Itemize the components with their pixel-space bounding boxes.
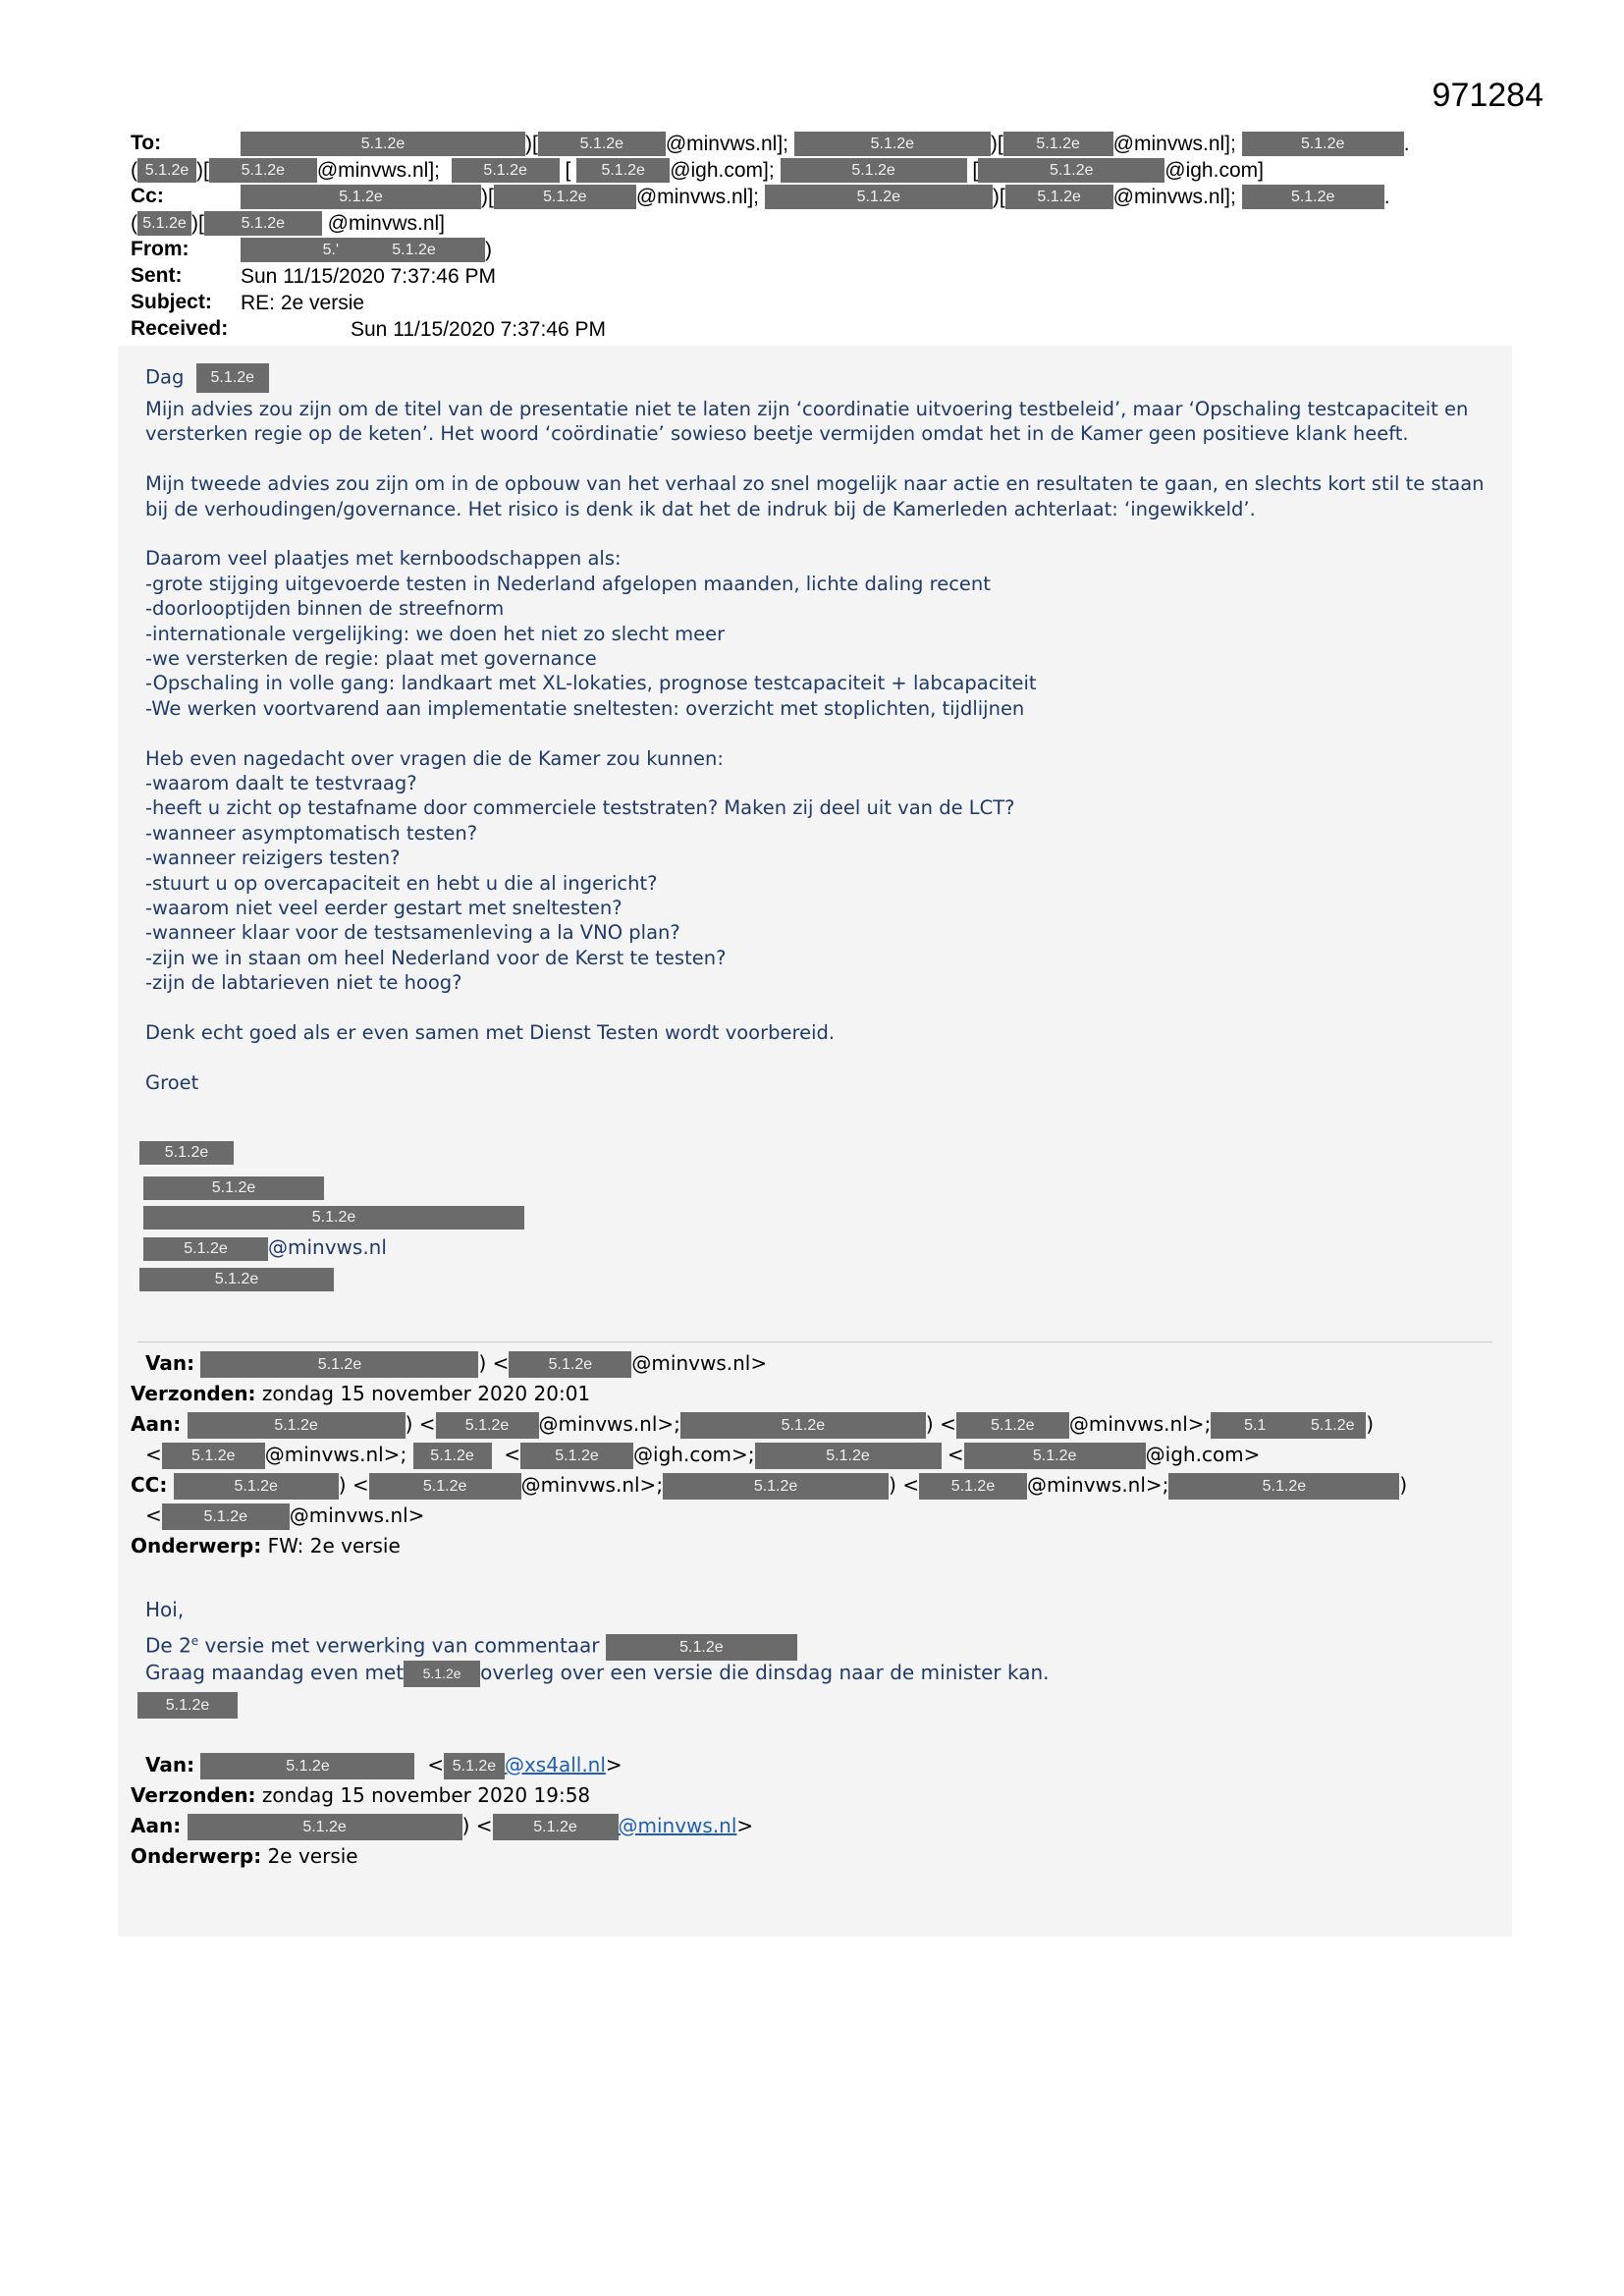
received-value: Sun 11/15/2020 7:37:46 PM [351,317,606,341]
redaction-box: 5.1.2e [606,1634,797,1661]
verzonden-row [131,1780,1505,1811]
separator: )[ [990,132,1003,155]
meeting-line [145,1658,1500,1689]
greeting: Dag [145,365,185,389]
email-domain: @igh.com]; [670,158,775,182]
redaction-box: 5.1.2e [241,185,481,209]
redaction-box: 5.1.2e [143,1237,268,1261]
sent-row [131,262,1505,289]
forward-header-2 [131,1750,1505,1872]
document-number: 971284 [1432,77,1543,114]
email-domain: @minvws.nl> [631,1351,768,1375]
email-domain: @minvws.nl] [327,211,446,235]
sent-value: Sun 11/15/2020 7:37:46 PM [241,264,496,288]
question-item: -zijn we in staan om heel Nederland voor de Kerst te testen? [145,946,727,969]
question-item: -heeft u zicht op testafname door commerciele teststraten? Maken zij deel uit van de LCT? [145,796,1015,820]
redaction-box: 5.1.2e [919,1473,1027,1500]
separator: < [145,1503,162,1527]
onderwerp-row [131,1841,1505,1872]
to-row-continued [131,156,1505,183]
cc-row-continued [131,209,1505,236]
redaction-box: 5.1.2e [576,158,670,183]
redaction-box: 5.1.2e [369,1473,521,1500]
redaction-box: 5.1.2e [663,1473,889,1500]
cc-row-continued [131,1501,1505,1531]
onderwerp-row [131,1531,1505,1561]
redaction-box: 5.1.2e [174,1473,339,1500]
signature-email-domain: @minvws.nl [268,1235,387,1259]
redaction-box: 5.1.2e [1168,1473,1399,1500]
sign-off: Groet [145,1070,199,1094]
question-item: -waarom niet veel eerder gestart met sneltesten? [145,897,623,920]
redaction-box: 5.1.2e [162,1443,265,1469]
redaction-box: 5.1.2e [162,1503,290,1530]
aan-row-continued [131,1440,1505,1470]
redaction-box: 5.1.2e [494,185,636,209]
van-row [131,1348,1505,1379]
meeting-line-text: overleg over een versie die dinsdag naar de minister kan. [480,1661,1050,1684]
separator: ) [485,238,492,261]
separator: . [1403,132,1410,155]
redaction-box: 5.1.2e [204,211,322,236]
redaction-box: 5.1.2e [680,1412,926,1439]
separator: < [427,1753,444,1777]
email-domain: @minvws.nl]; [635,185,759,208]
van-row [131,1750,1505,1780]
question-item: -wanneer reizigers testen? [145,847,401,870]
redaction-box: 5.1.2e [1299,1412,1366,1439]
closing-line: Denk echt goed als er even samen met Dienst Testen wordt voorbereid. [145,1021,836,1045]
list-item: -we versterken de regie: plaat met governance [145,647,597,671]
separator: ) < [478,1351,510,1375]
received-row [131,315,1505,342]
redaction-box: 5.1.2e [1242,132,1404,156]
version-line-text: versie met verwerking van commentaar [204,1633,600,1658]
separator: ) < [461,1814,493,1837]
verzonden-label: Verzonden: [131,1783,256,1807]
separator: < [504,1443,521,1466]
separator: ( [131,158,137,182]
version-line-text: De 2 [145,1633,191,1658]
separator: < [947,1443,964,1466]
redaction-box: 5.1.2e [200,1351,478,1378]
redaction-box: 5.1.2e [188,1814,462,1840]
separator: ) < [925,1412,956,1436]
redaction-box: 5.1.2e [956,1412,1069,1439]
email-domain: @minvws.nl]; [1112,185,1236,208]
question-item: -stuurt u op overcapaciteit en hebt u die al ingericht? [145,871,658,895]
verzonden-label: Verzonden: [131,1382,256,1405]
van-label: Van: [145,1351,195,1375]
redaction-box: 5.1.2e [200,1753,414,1779]
list-item: -internationale vergelijking: we doen het niet zo slecht meer [145,622,726,645]
redaction-box: 5.1.2e [143,1206,524,1230]
onderwerp-label: Onderwerp: [131,1844,262,1868]
separator: )[ [992,185,1005,208]
separator: )[ [481,185,494,208]
redaction-box: 5.1.2e [209,158,317,183]
redaction-box: 5.1.2e [188,1412,406,1439]
from-row [131,236,1505,262]
email-domain: @minvws.nl]; [316,158,440,182]
separator: )[ [196,158,209,182]
redaction-box: 5.1.2e [538,132,666,156]
separator: ) < [338,1473,369,1497]
separator: [ [972,158,979,182]
redaction-box: 5.1.2e [137,1692,238,1719]
separator: ) [1366,1412,1375,1436]
to-row [131,130,1505,156]
onderwerp-label: Onderwerp: [131,1534,262,1558]
redaction-box: 5.1.2e [781,158,967,183]
subject-value: RE: 2e versie [241,291,365,314]
onderwerp-value: FW: 2e versie [267,1534,401,1558]
redaction-box: 5.1.2e [137,211,191,236]
redaction-box: 5.1.2e [509,1351,631,1378]
separator: > [736,1814,754,1837]
cc-label: CC: [131,1473,168,1497]
separator: ) [1399,1473,1408,1497]
redaction-box: 5.1.2e [1005,185,1113,209]
question-item: -wanneer asymptomatisch testen? [145,821,478,845]
email-header [131,130,1505,342]
redaction-box: 5.1.2e [404,1661,480,1687]
email-link[interactable]: @minvws.nl [618,1814,737,1837]
meeting-line-text: Graag maandag even met [145,1661,405,1684]
email-domain: @igh.com> [1145,1443,1261,1466]
email-domain: @minvws.nl>; [1068,1412,1212,1436]
question-item: -zijn de labtarieven niet te hoog? [145,971,462,995]
forwarded-message-body [145,1595,1500,1721]
van-label: Van: [145,1753,195,1777]
redaction-box: 5.1.2e [436,1412,539,1439]
redaction-box: 5.1.2e [493,1814,619,1840]
email-domain: @minvws.nl>; [264,1443,407,1466]
list-item: -We werken voortvarend aan implementatie sneltesten: overzicht met stoplichten, tijdlijnen [145,696,1025,720]
onderwerp-value: 2e versie [267,1844,358,1868]
subject-label: Subject: [131,291,212,313]
separator: ( [131,211,137,235]
email-domain: @minvws.nl>; [1026,1473,1169,1497]
question-item: -wanneer klaar voor de testsamenleving a la VNO plan? [145,921,680,945]
redaction-box: 5.1.2e [520,1443,633,1469]
email-domain: @minvws.nl>; [538,1412,680,1436]
redaction-box: 5.1.2e [413,1443,492,1469]
aan-row [131,1409,1505,1440]
separator: [ [565,158,571,182]
separator: > [605,1753,623,1777]
email-domain: @minvws.nl>; [520,1473,664,1497]
redaction-box: 5.1.2e [196,363,269,393]
superscript: e [190,1634,199,1648]
redaction-box: 5.1.2e [139,1268,334,1291]
verzonden-row [131,1379,1505,1409]
received-label: Received: [131,317,229,340]
verzonden-value: zondag 15 november 2020 19:58 [261,1783,591,1807]
email-domain: @minvws.nl]; [1112,132,1236,155]
hoi-line: Hoi, [145,1598,185,1621]
redaction-box: 5.1.2e [794,132,991,156]
redaction-box: 5.1.2e [964,1443,1146,1469]
list-item: -doorlooptijden binnen de streefnorm [145,597,505,621]
separator: )[ [191,211,204,235]
aan-label: Aan: [131,1412,182,1436]
aan-row [131,1811,1505,1841]
questions-intro: Heb even nagedacht over vragen die de Kamer zou kunnen: [145,746,724,770]
redaction-box: 5.1.2e [139,1141,234,1165]
separator: < [145,1443,162,1466]
separator: )[ [525,132,538,155]
redaction-box: 5.1.2e [241,132,525,156]
list-item: -Opschaling in volle gang: landkaart met XL-lokaties, prognose testcapaciteit + labcapaciteit [145,672,1037,695]
email-domain: @minvws.nl> [289,1503,425,1527]
redaction-box: 5.1.2e [444,1753,505,1779]
forward-header-1 [131,1348,1505,1561]
redaction-box: 5.1.2e [137,158,196,183]
to-label: To: [131,132,162,154]
separator: . [1383,185,1390,208]
question-item: -waarom daalt te testvraag? [145,772,417,795]
sent-label: Sent: [131,264,183,287]
aan-label: Aan: [131,1814,182,1837]
cc-row [131,183,1505,209]
advice-paragraph-2: Mijn tweede advies zou zijn om in de opbouw van het verhaal zo snel mogelijk naar actie en resultaten te gaan, en slechts kort stil te staan bij de verhoudingen/governance. Het risico is denk ik dat het de indruk bij de Kamerleden achterlaat: ‘ingewikkeld’. [145,472,1485,520]
list-intro: Daarom veel plaatjes met kernboodschappen als: [145,547,622,571]
separator: ) < [889,1473,919,1497]
list-item: -grote stijging uitgevoerde testen in Nederland afgelopen maanden, lichte daling recent [145,572,991,595]
separator: ) < [405,1412,436,1436]
redaction-box: 5.1.2e [765,185,993,209]
redaction-box: 5.' [241,238,343,262]
cc-label: Cc: [131,185,164,207]
signature-block [137,1141,524,1297]
version-line [145,1626,1500,1658]
redaction-box: 5.1 [1211,1412,1299,1439]
email-domain: @minvws.nl]; [665,132,788,155]
email-link[interactable]: @xs4all.nl [504,1753,606,1777]
redaction-box: 5.1.2e [1242,185,1384,209]
redaction-box: 5.1.2e [343,238,485,262]
redaction-box: 5.1.2e [978,158,1164,183]
subject-row [131,289,1505,315]
redaction-box: 5.1.2e [755,1443,942,1469]
cc-row [131,1470,1505,1501]
redaction-box: 5.1.2e [143,1176,324,1200]
advice-paragraph-1: Mijn advies zou zijn om de titel van de presentatie niet te laten zijn ‘coordinatie uitvoering testbeleid’, maar ‘Opschaling testcapaciteit en versterken regie op de keten’. Het woord ‘coördinatie’ sowieso beetje vermijden omdat het in de Kamer geen positieve klank heeft. [145,398,1469,446]
email-domain: @igh.com] [1164,158,1264,182]
message-divider [137,1341,1492,1342]
redaction-box: 5.1.2e [452,158,560,183]
message-body [145,363,1500,1095]
verzonden-value: zondag 15 november 2020 20:01 [261,1382,591,1405]
from-label: From: [131,238,189,260]
email-domain: @igh.com>; [633,1443,755,1466]
redaction-box: 5.1.2e [1003,132,1113,156]
signature-line [137,1689,1500,1721]
